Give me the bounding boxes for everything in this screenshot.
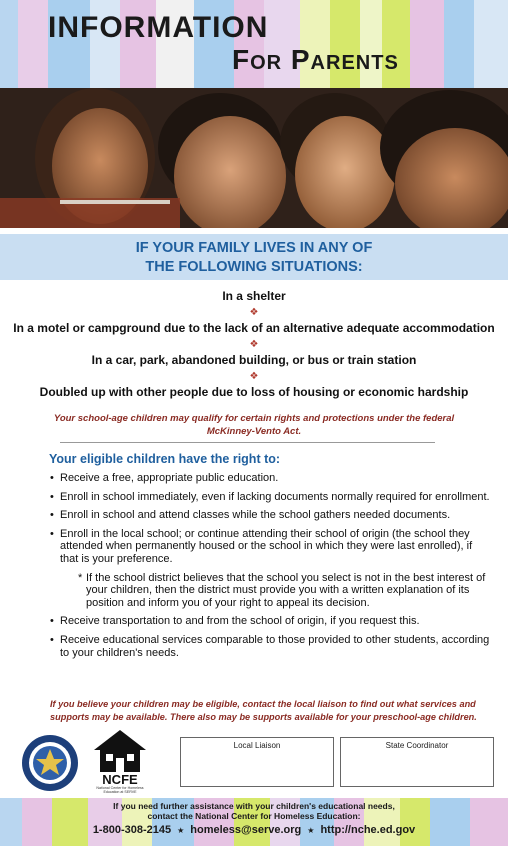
section-divider xyxy=(60,442,435,443)
situations-heading-line2: THE FOLLOWING SITUATIONS: xyxy=(145,259,363,275)
list-item: • Enroll in the local school; or continue attending their school of origin (the school they attended when permanently housed or the school in which they were last enrolled), if that is your preference. xyxy=(50,527,473,565)
children-photo-illustration xyxy=(0,88,508,228)
footer-contact-line xyxy=(0,824,508,836)
local-liaison-box[interactable] xyxy=(180,737,334,787)
diamond-icon: ❖ xyxy=(249,307,259,318)
mckinney-vento-note: Your school-age children may qualify for certain rights and protections under the federal McKinney-Vento Act. xyxy=(53,413,455,437)
liaison-footnote: If you believe your children may be eligible, contact the local liaison to find out what services and supports may be available. There also may be supports available for your preschool-age children. xyxy=(50,699,477,722)
state-coordinator-label: State Coordinator xyxy=(385,741,449,750)
list-item: • Enroll in school immediately, even if lacking documents normally required for enrollment. xyxy=(50,490,490,503)
email-link[interactable]: homeless@serve.org xyxy=(190,824,302,836)
header-banner xyxy=(0,0,508,88)
title-for-parents: For Parents xyxy=(232,44,399,75)
ncfe-logo-text: NCFE xyxy=(102,772,138,787)
situation-shelter: In a shelter xyxy=(222,289,286,303)
state-coordinator-box[interactable] xyxy=(340,737,494,787)
department-of-education-seal-icon xyxy=(20,733,80,793)
footer-assistance-text: If you need further assistance with your children's educational needs, contact the National Center for Homeless Education: xyxy=(113,801,395,821)
footer-banner xyxy=(0,798,508,846)
rights-list xyxy=(50,472,490,665)
situations-heading xyxy=(0,234,508,280)
list-sub-item: * If the school district believes that the school you select is not in the best interest of your children, then the district must provide you with a written explanation of its position and inform you of your right to appeal its decision. xyxy=(78,571,486,609)
ncfe-logo xyxy=(90,728,150,798)
ncfe-logo-caption: National Center for Homeless Education at SERVE xyxy=(96,786,144,795)
situation-doubled-up: Doubled up with other people due to loss of housing or economic hardship xyxy=(39,385,469,399)
local-liaison-label: Local Liaison xyxy=(233,741,281,750)
list-item: • Enroll in school and attend classes while the school gathers needed documents. xyxy=(50,509,451,522)
situations-heading-line1: IF YOUR FAMILY LIVES IN ANY OF xyxy=(135,240,373,256)
title-information: INFORMATION xyxy=(48,11,269,44)
diamond-icon: ❖ xyxy=(249,371,259,382)
situations-list xyxy=(0,288,508,401)
star-separator-icon: ★ xyxy=(307,826,315,835)
children-photo xyxy=(0,88,508,228)
phone-number: 1-800-308-2145 xyxy=(92,824,172,836)
house-icon xyxy=(90,728,150,774)
list-item: • Receive educational services comparable to those provided to other students, according to your children's needs. xyxy=(50,633,490,659)
star-separator-icon: ★ xyxy=(177,826,185,835)
list-item: • Receive transportation to and from the school of origin, if you request this. xyxy=(50,615,420,628)
list-item: • Receive a free, appropriate public education. xyxy=(50,472,279,484)
website-link[interactable]: http://nche.ed.gov xyxy=(320,824,416,836)
situation-car: In a car, park, abandoned building, or bus or train station xyxy=(91,353,417,367)
diamond-icon: ❖ xyxy=(249,339,259,350)
rights-heading: Your eligible children have the right to: xyxy=(49,452,281,466)
situation-motel: In a motel or campground due to the lack of an alternative adequate accommodation xyxy=(13,321,495,335)
